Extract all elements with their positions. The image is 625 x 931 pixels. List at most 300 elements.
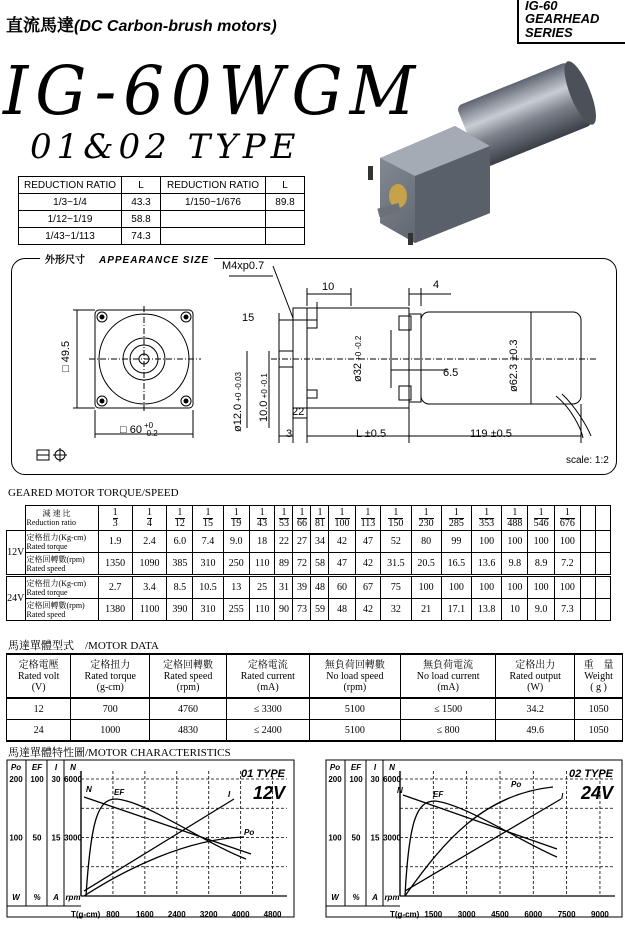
- ratio-cell: [472, 506, 502, 531]
- speed-value: 17.1: [447, 604, 466, 615]
- speed-cell: [293, 553, 311, 576]
- ratio-label: [25, 506, 98, 531]
- speed-cell: [167, 553, 193, 576]
- speed-value: 21: [421, 604, 432, 615]
- torque-cell: [355, 576, 381, 599]
- speed-value: 59: [314, 604, 325, 615]
- torque-cell: [411, 531, 441, 553]
- torque-cell: [528, 576, 554, 599]
- blank-cell: [596, 506, 611, 531]
- title-en: (DC Carbon-brush motors): [74, 18, 277, 35]
- ratio-cell: [311, 506, 329, 531]
- torque-cell: [223, 576, 249, 599]
- dim-12-tol-dn: -0.03: [234, 372, 243, 391]
- motor-header-cell: [496, 654, 575, 698]
- ef-curve-label: EF: [114, 788, 125, 797]
- speed-cell: [275, 553, 293, 576]
- torque-value: 42: [337, 536, 348, 547]
- ratio-cell: [161, 211, 266, 228]
- ratio-cell: [266, 211, 305, 228]
- ratio-num: 1: [507, 508, 522, 519]
- torque-value: 22: [278, 536, 289, 547]
- x-tick-label: 1500: [424, 910, 443, 919]
- speed-value: 9.8: [508, 558, 522, 569]
- speed-cell: [472, 599, 502, 621]
- torque-cell: [293, 576, 311, 599]
- torque-label: [25, 531, 98, 553]
- dimension-drawing: [11, 258, 615, 473]
- torque-value: 52: [390, 536, 401, 547]
- speed-label: [25, 553, 98, 576]
- dim-10s-tol-dn: -0.1: [260, 373, 269, 387]
- axis-mid-tick: 50: [32, 833, 42, 843]
- speed-value: 31.5: [387, 558, 405, 569]
- x-axis-label: T(g-cm): [390, 910, 420, 919]
- ratio-col3: REDUCTION RATIO: [161, 177, 266, 194]
- speed-cell: [249, 553, 275, 576]
- header-line: ( g ): [590, 681, 607, 693]
- dim-l: L ±0.5: [356, 428, 387, 440]
- torque-value: 25: [257, 582, 268, 593]
- ratio-label-cn: 減 速 比: [42, 509, 71, 518]
- ratio-cell: [329, 506, 355, 531]
- axis-head: Po: [329, 763, 341, 772]
- chart-2: [325, 759, 623, 919]
- motor-header-cell: [150, 654, 227, 698]
- x-tick-label: 1600: [135, 910, 154, 919]
- dim-12-val: ø12.0: [232, 403, 244, 432]
- torque-value: 100: [559, 582, 575, 593]
- header-line: (rpm): [343, 681, 367, 693]
- speed-value: 13.6: [477, 558, 496, 569]
- motor-data-cell: ≤ 2400: [226, 720, 309, 742]
- motor-data-cell: 4760: [150, 698, 227, 720]
- torque-value: 67: [362, 582, 373, 593]
- speed-cell: [311, 599, 329, 621]
- torque-cell: [554, 531, 580, 553]
- ratio-col2: L: [122, 177, 161, 194]
- ratio-num: 1: [315, 508, 325, 519]
- speed-cell: [355, 553, 381, 576]
- motor-header-cell: [309, 654, 400, 698]
- torque-cell: [132, 531, 166, 553]
- torque-cell: [528, 531, 554, 553]
- header-line: (W): [527, 681, 544, 693]
- x-tick-label: 6000: [524, 910, 543, 919]
- ratio-col4: L: [266, 177, 305, 194]
- header-title: [6, 11, 277, 36]
- motor-data-cell: ≤ 1500: [401, 698, 496, 720]
- speed-cell: [311, 553, 329, 576]
- speed-label-cn: 定格回轉數(rpm): [26, 554, 85, 564]
- i-curve-label: I: [561, 792, 564, 801]
- speed-cell: [193, 553, 223, 576]
- torque-cell: [472, 531, 502, 553]
- x-tick-label: 4800: [263, 910, 282, 919]
- speed-value: 89: [278, 558, 289, 569]
- torque-value: 99: [451, 536, 462, 547]
- torque-value: 100: [533, 582, 549, 593]
- dim-10s-tol-up: +0: [260, 389, 269, 399]
- ratio-cell: 1/3~1/4: [19, 194, 122, 211]
- speed-cell: [98, 599, 132, 621]
- torque-cell: [193, 576, 223, 599]
- ratio-den: 4: [147, 517, 153, 529]
- dim-10: 10: [322, 281, 335, 293]
- motor-header-cell: [226, 654, 309, 698]
- ratio-den: 43: [257, 517, 268, 529]
- speed-cell: [329, 599, 355, 621]
- ratio-cell: [98, 506, 132, 531]
- torque-cell: [441, 531, 471, 553]
- motor-data-cell: 700: [71, 698, 150, 720]
- dim-12-tol-up: +0: [234, 392, 243, 402]
- ratio-den: 113: [360, 517, 376, 529]
- model-type: 01&02 TYPE: [30, 127, 301, 167]
- ratio-num: 1: [479, 508, 494, 519]
- ratio-cell: [411, 506, 441, 531]
- dim-22: 22: [292, 406, 305, 418]
- speed-cell: [275, 599, 293, 621]
- motor-data-cell: 1050: [575, 698, 623, 720]
- torque-cell: [167, 531, 193, 553]
- header-line: Rated output: [509, 670, 561, 682]
- ratio-num: 1: [335, 508, 350, 519]
- speed-cell: [502, 553, 528, 576]
- motor-data-cell: 5100: [309, 720, 400, 742]
- speed-cell: [411, 553, 441, 576]
- torque-label-cn: 定格扭力(Kg-cm): [26, 578, 87, 588]
- voltage-text: 12V: [7, 547, 25, 558]
- speed-cell: [293, 599, 311, 621]
- speed-value: 13.8: [477, 604, 496, 615]
- chart-volt-label: 24V: [580, 783, 613, 803]
- speed-cell: [441, 553, 471, 576]
- ratio-cell: [167, 506, 193, 531]
- ratio-cell: [249, 506, 275, 531]
- axis-unit: W: [12, 893, 20, 902]
- ratio-den: 15: [203, 517, 214, 529]
- torque-label-en: Rated torque: [26, 587, 68, 597]
- torque-cell: [502, 576, 528, 599]
- ratio-num: 1: [279, 508, 289, 519]
- speed-value: 255: [228, 604, 244, 615]
- motor-header-cell: [401, 654, 496, 698]
- blank-cell: [581, 506, 596, 531]
- torque-cell: [411, 576, 441, 599]
- torque-value: 2.4: [143, 536, 156, 547]
- ratio-den: 53: [278, 517, 289, 529]
- speed-label-en: Rated speed: [26, 563, 66, 573]
- motor-header-cell: [71, 654, 150, 698]
- ratio-cell: [223, 506, 249, 531]
- x-tick-label: 9000: [591, 910, 609, 919]
- speed-value: 42: [362, 558, 373, 569]
- ratio-cell: [528, 506, 554, 531]
- axis-unit: A: [53, 893, 59, 902]
- torque-cell: [381, 531, 411, 553]
- ratio-den: 100: [334, 517, 350, 529]
- speed-value: 8.9: [534, 558, 548, 569]
- ratio-den: 12: [174, 517, 185, 529]
- axis-head: EF: [350, 763, 362, 772]
- speed-value: 48: [337, 604, 348, 615]
- torque-value: 31: [278, 582, 289, 593]
- axis-mid-tick: 100: [9, 833, 23, 843]
- torque-value: 75: [390, 582, 401, 593]
- torque-cell: [311, 576, 329, 599]
- header-line: Rated volt: [17, 670, 60, 682]
- torque-cell: [441, 576, 471, 599]
- torque-value: 18: [257, 536, 268, 547]
- ratio-num: 1: [388, 508, 403, 519]
- speed-cell: [329, 553, 355, 576]
- dim-119: 119 ±0.5: [470, 428, 512, 440]
- speed-value: 42: [362, 604, 373, 615]
- ratio-cell: [161, 228, 266, 245]
- axis-top-tick: 200: [328, 775, 342, 784]
- torque-cell: [381, 576, 411, 599]
- dim-495: □ 49.5: [60, 340, 72, 372]
- speed-value: 110: [254, 604, 270, 615]
- axis-top-tick: 6000: [64, 775, 82, 784]
- blank-cell: [596, 553, 611, 576]
- torque-cell: [311, 531, 329, 553]
- speed-cell: [223, 599, 249, 621]
- speed-value: 310: [200, 604, 216, 615]
- table-row: [19, 194, 305, 211]
- torque-cell: [249, 576, 275, 599]
- speed-value: 385: [172, 558, 188, 569]
- voltage-label: [7, 576, 26, 621]
- ef-curve: [86, 799, 246, 896]
- ratio-cell: 89.8: [266, 194, 305, 211]
- x-tick-label: 2400: [167, 910, 186, 919]
- series-block: [517, 0, 625, 44]
- torque-cell: [293, 531, 311, 553]
- torque-value: 13: [231, 582, 242, 593]
- x-tick-label: 3000: [457, 910, 476, 919]
- speed-cell: [132, 553, 166, 576]
- header-line: Rated speed: [163, 670, 213, 682]
- axis-unit: A: [372, 893, 378, 902]
- torque-cell: [223, 531, 249, 553]
- header-line: Rated current: [240, 670, 295, 682]
- dim-32-tol-up: +0: [354, 351, 363, 361]
- chart-1: [6, 759, 295, 919]
- speed-cell: [355, 599, 381, 621]
- torque-value: 100: [479, 582, 495, 593]
- speed-value: 90: [278, 604, 289, 615]
- torque-speed-table: [6, 505, 611, 621]
- torque-value: 48: [314, 582, 325, 593]
- ratio-num: 1: [297, 508, 307, 519]
- header-line: 無負荷電流: [423, 659, 474, 671]
- ratio-den: 546: [533, 517, 549, 529]
- speed-value: 110: [254, 558, 270, 569]
- speed-value: 1100: [139, 604, 160, 615]
- speed-cell: [132, 599, 166, 621]
- axis-mid-tick: 15: [51, 833, 61, 843]
- ratio-num: 1: [419, 508, 434, 519]
- speed-label: [25, 599, 98, 621]
- ratio-row: [7, 506, 611, 531]
- torque-value: 47: [362, 536, 373, 547]
- chart-volt-label: 12V: [252, 783, 285, 803]
- torque-value: 100: [507, 582, 523, 593]
- title-cn: 直流馬達: [6, 16, 74, 36]
- ratio-den: 285: [448, 517, 464, 529]
- axis-head: EF: [31, 763, 43, 772]
- torque-value: 9.0: [230, 536, 243, 547]
- dim-10s: [258, 373, 270, 422]
- speed-value: 1380: [105, 604, 126, 615]
- axis-unit: rpm: [65, 893, 81, 902]
- torque-cell: [249, 531, 275, 553]
- speed-cell: [411, 599, 441, 621]
- torque-cell: [275, 576, 293, 599]
- ratio-num: 1: [449, 508, 464, 519]
- speed-value: 7.3: [561, 604, 574, 615]
- speed-value: 390: [172, 604, 188, 615]
- ratio-den: 676: [559, 517, 575, 529]
- x-tick-label: 800: [106, 910, 120, 919]
- table-row: [7, 553, 611, 576]
- ratio-cell: 1/150~1/676: [161, 194, 266, 211]
- ratio-num: 1: [257, 508, 267, 519]
- ratio-num: 1: [560, 508, 575, 519]
- speed-cell: [381, 599, 411, 621]
- speed-value: 47: [337, 558, 348, 569]
- torque-cell: [502, 531, 528, 553]
- ratio-cell: 58.8: [122, 211, 161, 228]
- torque-cell: [98, 576, 132, 599]
- chart-2-svg: [325, 759, 623, 919]
- n-curve: [84, 797, 251, 854]
- motor-data-cell: 4830: [150, 720, 227, 742]
- dim-32: [352, 336, 364, 382]
- blank-cell: [596, 531, 611, 553]
- axis-unit: %: [352, 893, 360, 902]
- motor-data-title: 馬達單體型式 /MOTOR DATA: [8, 640, 159, 652]
- appearance-label-en: APPEARANCE SIZE: [99, 255, 210, 266]
- header-line: (mA): [437, 681, 459, 693]
- ratio-num: 1: [175, 508, 185, 519]
- axis-top-tick: 100: [349, 775, 363, 784]
- header-line: 無負荷回轉數: [324, 659, 385, 671]
- axis-unit: W: [331, 893, 339, 902]
- ratio-num: 1: [112, 506, 118, 518]
- header-line: No load current: [416, 670, 480, 682]
- speed-cell: [249, 599, 275, 621]
- torque-label-en: Rated torque: [26, 541, 68, 551]
- chart-1-svg: [6, 759, 295, 919]
- torque-value: 1.9: [108, 536, 122, 547]
- dim-m4: M4xp0.7: [222, 260, 265, 272]
- axis-top-tick: 6000: [383, 775, 401, 784]
- axis-top-tick: 30: [370, 775, 380, 784]
- torque-value: 34: [314, 536, 325, 547]
- x-axis-label: T(g-cm): [71, 910, 101, 919]
- speed-cell: [441, 599, 471, 621]
- header-line: (g-cm): [96, 681, 124, 693]
- ratio-den: 19: [231, 517, 242, 529]
- ratio-cell: [381, 506, 411, 531]
- speed-cell: [554, 599, 580, 621]
- ratio-cell: [266, 228, 305, 245]
- motor-data-cell: 1050: [575, 720, 623, 742]
- header-line: 重 量: [583, 659, 614, 671]
- po-curve-label: Po: [244, 828, 255, 837]
- dim-60-tol-up: +0: [143, 421, 154, 430]
- characteristics-title: 馬達單體特性圖/MOTOR CHARACTERISTICS: [8, 747, 231, 759]
- motor-data-cell: 49.6: [496, 720, 575, 742]
- table-row: [7, 720, 623, 742]
- speed-cell: [98, 553, 132, 576]
- blank-cell: [581, 599, 596, 621]
- motor-data-table: [6, 653, 623, 742]
- appearance-label-cn: 外形尺寸: [45, 255, 85, 266]
- ratio-den: 230: [418, 517, 434, 529]
- ef-curve-label: EF: [433, 790, 444, 799]
- header-line: 定格電壓: [18, 659, 59, 671]
- header-line: 定格出力: [515, 659, 556, 671]
- ratio-cell: [355, 506, 381, 531]
- header-line: No load speed: [326, 670, 384, 682]
- speed-cell: [528, 553, 554, 576]
- torque-value: 6.0: [173, 536, 187, 547]
- motor-header-row: [7, 654, 623, 698]
- ratio-cell: [193, 506, 223, 531]
- speed-cell: [554, 553, 580, 576]
- ratio-cell: [554, 506, 580, 531]
- speed-cell: [472, 553, 502, 576]
- torque-cell: [554, 576, 580, 599]
- n-curve-label: N: [86, 785, 92, 794]
- n-curve-label: N: [397, 786, 403, 795]
- speed-value: 10: [509, 604, 520, 615]
- speed-value: 32: [390, 604, 401, 615]
- ratio-cell: [275, 506, 293, 531]
- ratio-cell: 43.3: [122, 194, 161, 211]
- axis-top-tick: 30: [51, 775, 61, 784]
- ratio-cell: 1/43~1/113: [19, 228, 122, 245]
- ratio-num: 1: [361, 508, 376, 519]
- header-line: (mA): [256, 681, 279, 693]
- speed-cell: [528, 599, 554, 621]
- i-curve-label: I: [228, 790, 231, 799]
- torque-value: 100: [479, 536, 495, 547]
- speed-value: 1090: [139, 558, 160, 569]
- torque-value: 60: [337, 582, 348, 593]
- po-curve-label: Po: [511, 780, 522, 789]
- ratio-den: 3: [112, 517, 118, 529]
- blank-cell: [596, 576, 611, 599]
- torque-value: 8.5: [173, 582, 187, 593]
- speed-value: 310: [200, 558, 216, 569]
- dim-15: 15: [242, 312, 255, 324]
- scale-label: scale: 1:2: [566, 455, 609, 466]
- motor-header-cell: [7, 654, 71, 698]
- speed-label-cn: 定格回轉數(rpm): [26, 600, 85, 610]
- torque-value: 80: [421, 536, 432, 547]
- speed-value: 1350: [105, 558, 126, 569]
- axis-mid-tick: 15: [370, 833, 380, 843]
- axis-head: I: [54, 763, 58, 772]
- torque-cell: [98, 531, 132, 553]
- torque-value: 10.5: [199, 582, 217, 593]
- ratio-table-header: [19, 177, 305, 194]
